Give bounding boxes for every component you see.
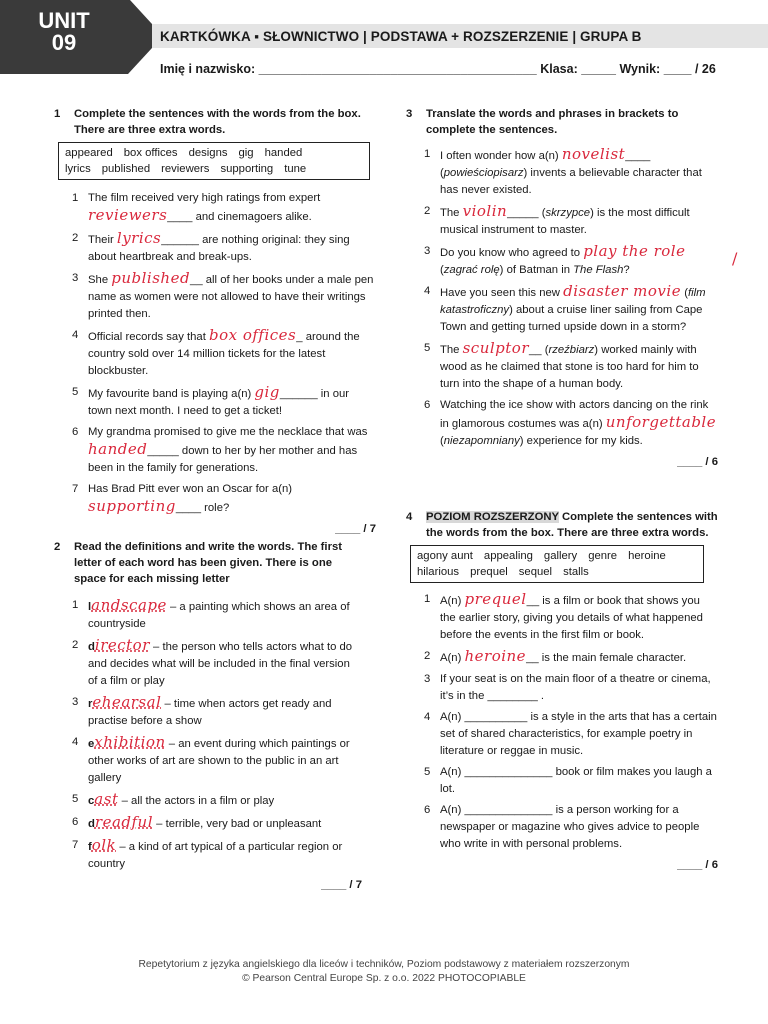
stray-pen-mark: / [732, 249, 738, 268]
word-box [58, 142, 370, 180]
exercise-4-items [406, 591, 718, 853]
list-item: 3 She published__ all of her books under a male pen name as women were not allowed to have their writings printed then. [72, 269, 374, 320]
answer-field[interactable]: handed [88, 440, 148, 458]
item-text: Has Brad Pitt ever won an Oscar for a(n) [88, 483, 293, 495]
first-letter: d [88, 641, 95, 653]
list-item: 4 Official records say that box offices_ around the country sold over 14 million tickets for the latest blockbuster. [72, 326, 360, 377]
instruction-text: Complete the sentences with the words from the box. There are three extra words. [426, 511, 718, 539]
item-text: I often wonder how a(n) [440, 150, 559, 162]
answer-field[interactable]: prequel [464, 590, 527, 608]
exercise-number: 4 [406, 511, 413, 523]
item-number: 3 [72, 272, 79, 284]
item-number: 2 [424, 205, 431, 217]
item-text: are nothing original: they sing about heartbreak and break-ups. [88, 234, 350, 263]
answer-field[interactable]: supporting [88, 497, 176, 515]
answer-field[interactable]: disaster movie [563, 282, 682, 300]
item-text: is the most difficult musical instrument to master. [440, 207, 690, 236]
item-text: invents a believable character that has never existed. [440, 167, 702, 196]
list-item: 6 Watching the ice show with actors dancing on the rink in glamorous costumes was a(n) unforgettable (niezapomniany) experience for my kids. [424, 399, 717, 447]
box-word: box offices [123, 147, 178, 159]
unit-number: 09 [51, 30, 77, 55]
definition-text: – a kind of art typical of a particular region or country [88, 841, 343, 870]
item-text: Official records say that [88, 331, 206, 343]
item-text: is a film or book that shows you the earlier story, giving you details of what happened before the events in the first film or book. [440, 595, 703, 641]
item-text: My grandma promised to give me the necklace that was [88, 426, 368, 438]
list-item [406, 802, 718, 853]
item-text: A(n) [440, 652, 462, 664]
item-text: worked mainly with wood as he claimed that stone is too hard for him to turn into the shape of a human body. [440, 344, 699, 390]
item-number: 7 [72, 839, 79, 851]
result-field[interactable]: ____ [663, 62, 695, 76]
copyright: © Pearson Central Europe Sp. z o.o. 2022 PHOTOCOPIABLE [242, 973, 526, 984]
item-text: and cinemagoers alike. [195, 211, 312, 223]
first-letter: f [88, 841, 92, 853]
exercise-1 [54, 106, 376, 538]
list-item: 5 The sculptor__ (rzeźbiarz) worked mainly with wood as he claimed that stone is too hard for him to turn into the shape of a human body. [424, 339, 699, 390]
item-number: 4 [424, 285, 431, 297]
answer-field[interactable]: heroine [464, 647, 527, 665]
first-letter: e [88, 738, 95, 750]
answer-field[interactable]: xhibition [94, 733, 166, 751]
box-word: stalls [563, 566, 589, 578]
student-info-line [160, 61, 716, 77]
item-number: 2 [72, 232, 79, 244]
definition-text: – time when actors get ready and practise before a show [88, 698, 332, 727]
class-label: Klasa: [540, 62, 578, 76]
definition-text: – the person who tells actors what to do and decides what will be included in the final version of a film or play [88, 641, 353, 687]
item-number: 4 [424, 711, 431, 723]
box-word: tune [284, 163, 307, 175]
item-text: Have you seen this new [440, 287, 560, 299]
exercise-3-score[interactable]: ____ / 6 [677, 456, 718, 468]
exercise-2-items [54, 597, 362, 873]
footer-line: Repetytorium z języka angielskiego dla liceów i techników, Poziom podstawowy z materiałem rozszerzonym [138, 959, 630, 970]
instruction-text: Read the definitions and write the words. The first letter of each word has been given. There is one space for each missing letter [74, 541, 343, 585]
first-letter: d [88, 818, 95, 830]
exercise-2 [54, 539, 362, 894]
box-word: hilarious [417, 566, 460, 578]
instruction-text: Complete the sentences with the words from the box. There are three extra words. [74, 108, 361, 136]
item-text: Watching the ice show with actors dancing on the rink in glamorous costumes was a(n) [440, 399, 709, 430]
name-field[interactable]: ________________________________________ [258, 62, 541, 76]
item-text: A(n) [440, 595, 462, 607]
box-word: prequel [470, 566, 508, 578]
box-word: gallery [543, 550, 578, 562]
item-text[interactable]: A(n) __________ is a style in the arts that has a certain set of shared characteristics, for example poetry in literature or reggae in music. [440, 711, 717, 757]
item-number: 2 [72, 639, 79, 651]
box-word: designs [188, 147, 228, 159]
exercise-4-instruction [406, 509, 718, 541]
item-number: 4 [72, 736, 79, 748]
list-item [406, 671, 718, 705]
exercise-4 [406, 509, 718, 874]
answer-field[interactable]: box offices [208, 326, 297, 344]
answer-field[interactable]: readful [94, 813, 154, 831]
polish-hint: skrzypce [545, 207, 591, 219]
item-number: 6 [72, 426, 79, 438]
list-item: 2 The violin_____ (skrzypce) is the most difficult musical instrument to master. [424, 202, 690, 236]
definition-text: – terrible, very bad or unpleasant [156, 818, 322, 830]
item-text: Their [88, 234, 114, 246]
unit-label [28, 10, 100, 54]
item-text: She [88, 274, 109, 286]
answer-field[interactable]: gig [254, 383, 280, 401]
box-word: appeared [65, 147, 113, 159]
list-item [54, 837, 362, 873]
box-word: sequel [518, 566, 553, 578]
list-item: 7 Has Brad Pitt ever won an Oscar for a(n) supporting____ role? [72, 483, 293, 515]
polish-hint: zagrać rolę [443, 264, 500, 276]
polish-hint: film katastroficzny [440, 287, 706, 316]
item-text: around the country sold over 14 million tickets for the latest blockbuster. [88, 331, 360, 377]
item-text: of Batman in [506, 264, 570, 276]
item-text: My favourite band is playing a(n) [88, 388, 252, 400]
class-field[interactable]: _____ [581, 62, 620, 76]
polish-hint: niezapomniany [443, 435, 520, 447]
item-number: 3 [424, 673, 431, 685]
answer-field[interactable]: lyrics [116, 229, 162, 247]
item-number: 1 [72, 192, 79, 204]
item-number: 7 [72, 483, 79, 495]
list-item [54, 734, 362, 787]
box-word: appealing [483, 550, 533, 562]
list-item: 5 My favourite band is playing a(n) gig______ in our town next month. I need to get a ticket! [72, 383, 350, 417]
level-badge: POZIOM ROZSZERZONY [426, 511, 559, 523]
box-word: agony aunt [417, 550, 473, 562]
item-number: 1 [424, 148, 431, 160]
item-text: ? [623, 264, 630, 276]
item-number: 6 [424, 399, 431, 411]
box-word: genre [588, 550, 618, 562]
item-number: 5 [72, 386, 79, 398]
instruction-text: Translate the words and phrases in brackets to complete the sentences. [426, 108, 679, 136]
item-text[interactable]: A(n) ______________ is a person working for a newspaper or magazine who gives advice to people who write in with personal problems. [440, 804, 700, 850]
list-item: 1 The film received very high ratings from expert reviewers____ and cinemagoers alike. [72, 192, 321, 224]
item-text: about a cruise liner sailing from Cape Town and getting turned upside down in a storm? [440, 304, 703, 333]
definition-text: – a painting which shows an area of countryside [88, 601, 350, 630]
box-word: lyrics [65, 163, 91, 175]
first-letter: l [88, 601, 92, 613]
result-label: Wynik: [619, 62, 661, 76]
item-text: experience for my kids. [526, 435, 643, 447]
list-item: 2 Their lyrics______ are nothing original: they sing about heartbreak and break-ups. [72, 229, 350, 263]
list-item [54, 637, 362, 690]
item-number: 3 [424, 245, 431, 257]
list-item [54, 814, 362, 833]
item-number: 1 [424, 593, 431, 605]
item-number: 5 [72, 793, 79, 805]
list-item: 3 Do you know who agreed to play the role (zagrać rolę) of Batman in The Flash? [424, 242, 686, 276]
item-text: all of her books under a male pen name as women were not allowed to have their writings printed then. [88, 274, 374, 320]
exercise-number: 3 [406, 108, 413, 120]
list-item: 1 I often wonder how a(n) novelist____ (powieściopisarz) invents a believable character that has never existed. [424, 145, 702, 196]
item-text: The film received very high ratings from expert [88, 192, 321, 204]
footer [0, 958, 768, 986]
first-letter: r [88, 698, 93, 710]
exercise-1-score[interactable]: ____ / 7 [335, 523, 376, 535]
exercise-2-instruction [54, 539, 362, 587]
word-box [410, 545, 704, 583]
answer-field[interactable]: play the role [583, 242, 686, 260]
exercise-2-score[interactable]: ____ / 7 [321, 879, 362, 891]
answer-field[interactable]: sculptor [462, 339, 529, 357]
item-text: role? [204, 502, 230, 514]
list-item: 6 My grandma promised to give me the necklace that was handed_____ down to her by her mother and has been in the family for generations. [72, 426, 368, 474]
item-number: 3 [72, 696, 79, 708]
box-word: supporting [220, 163, 274, 175]
item-number: 1 [72, 599, 79, 611]
answer-field[interactable]: irector [94, 636, 150, 654]
answer-field[interactable]: andscape [91, 596, 167, 614]
item-text: Do you know who agreed to [440, 247, 581, 259]
item-text[interactable]: If your seat is on the main floor of a theatre or cinema, it’s in the ________ . [440, 673, 711, 702]
exercise-1-instruction [54, 106, 376, 138]
film-title: The Flash [573, 264, 624, 276]
exercise-number: 1 [54, 108, 61, 120]
name-label: Imię i nazwisko: [160, 62, 256, 76]
answer-field[interactable]: reviewers [88, 206, 168, 224]
box-word: handed [264, 147, 303, 159]
list-item [406, 764, 718, 798]
box-word: reviewers [161, 163, 210, 175]
item-text: down to her by her mother and has been in the family for generations. [88, 445, 358, 474]
exercise-4-score[interactable]: ____ / 6 [677, 859, 718, 871]
item-text[interactable]: A(n) ______________ book or film makes you laugh a lot. [440, 766, 712, 795]
list-item [54, 597, 362, 633]
exercise-3-instruction [406, 106, 718, 138]
list-item [406, 709, 718, 760]
item-number: 6 [72, 816, 79, 828]
exercise-number: 2 [54, 541, 61, 553]
answer-field[interactable]: novelist [561, 145, 626, 163]
answer-field[interactable]: violin [462, 202, 508, 220]
answer-field[interactable]: ast [94, 790, 119, 808]
list-item: 2 A(n) heroine__ is the main female character. [424, 647, 687, 665]
answer-field[interactable]: ehearsal [92, 693, 162, 711]
box-word: published [101, 163, 151, 175]
page-title: KARTKÓWKA ▪ SŁOWNICTWO | PODSTAWA + ROZSZERZENIE | GRUPA B [160, 29, 642, 44]
exercise-3 [406, 106, 718, 471]
exercise-3-items [406, 146, 718, 450]
list-item [54, 694, 362, 730]
definition-text: – an event during which paintings or other works of art are shown to the public in an art gallery [88, 738, 350, 784]
polish-hint: powieściopisarz [443, 167, 524, 179]
item-number: 2 [424, 650, 431, 662]
exercise-1-items [54, 190, 376, 517]
list-item: 4 Have you seen this new disaster movie (film katastroficzny) about a cruise liner sailing from Cape Town and getting turned upside down in a storm? [424, 282, 706, 333]
polish-hint: rzeźbiarz [548, 344, 595, 356]
item-text: The [440, 344, 460, 356]
item-number: 6 [424, 804, 431, 816]
box-word: heroine [628, 550, 666, 562]
result-total: / 26 [694, 62, 716, 76]
definition-text: – all the actors in a film or play [121, 795, 275, 807]
item-number: 5 [424, 766, 431, 778]
item-text: is the main female character. [541, 652, 687, 664]
list-item [54, 791, 362, 810]
unit-word: UNIT [38, 8, 90, 33]
item-number: 5 [424, 342, 431, 354]
answer-field[interactable]: published [111, 269, 191, 287]
unit-badge [0, 0, 152, 74]
item-text: The [440, 207, 460, 219]
list-item: 1 A(n) prequel__ is a film or book that shows you the earlier story, giving you details of what happened before the events in the first film or book. [424, 590, 703, 641]
box-word: gig [238, 147, 254, 159]
answer-field[interactable]: olk [91, 836, 117, 854]
first-letter: c [88, 795, 95, 807]
item-text: in our town next month. I need to get a ticket! [88, 388, 350, 417]
answer-field[interactable]: unforgettable [605, 413, 717, 431]
item-number: 4 [72, 329, 79, 341]
